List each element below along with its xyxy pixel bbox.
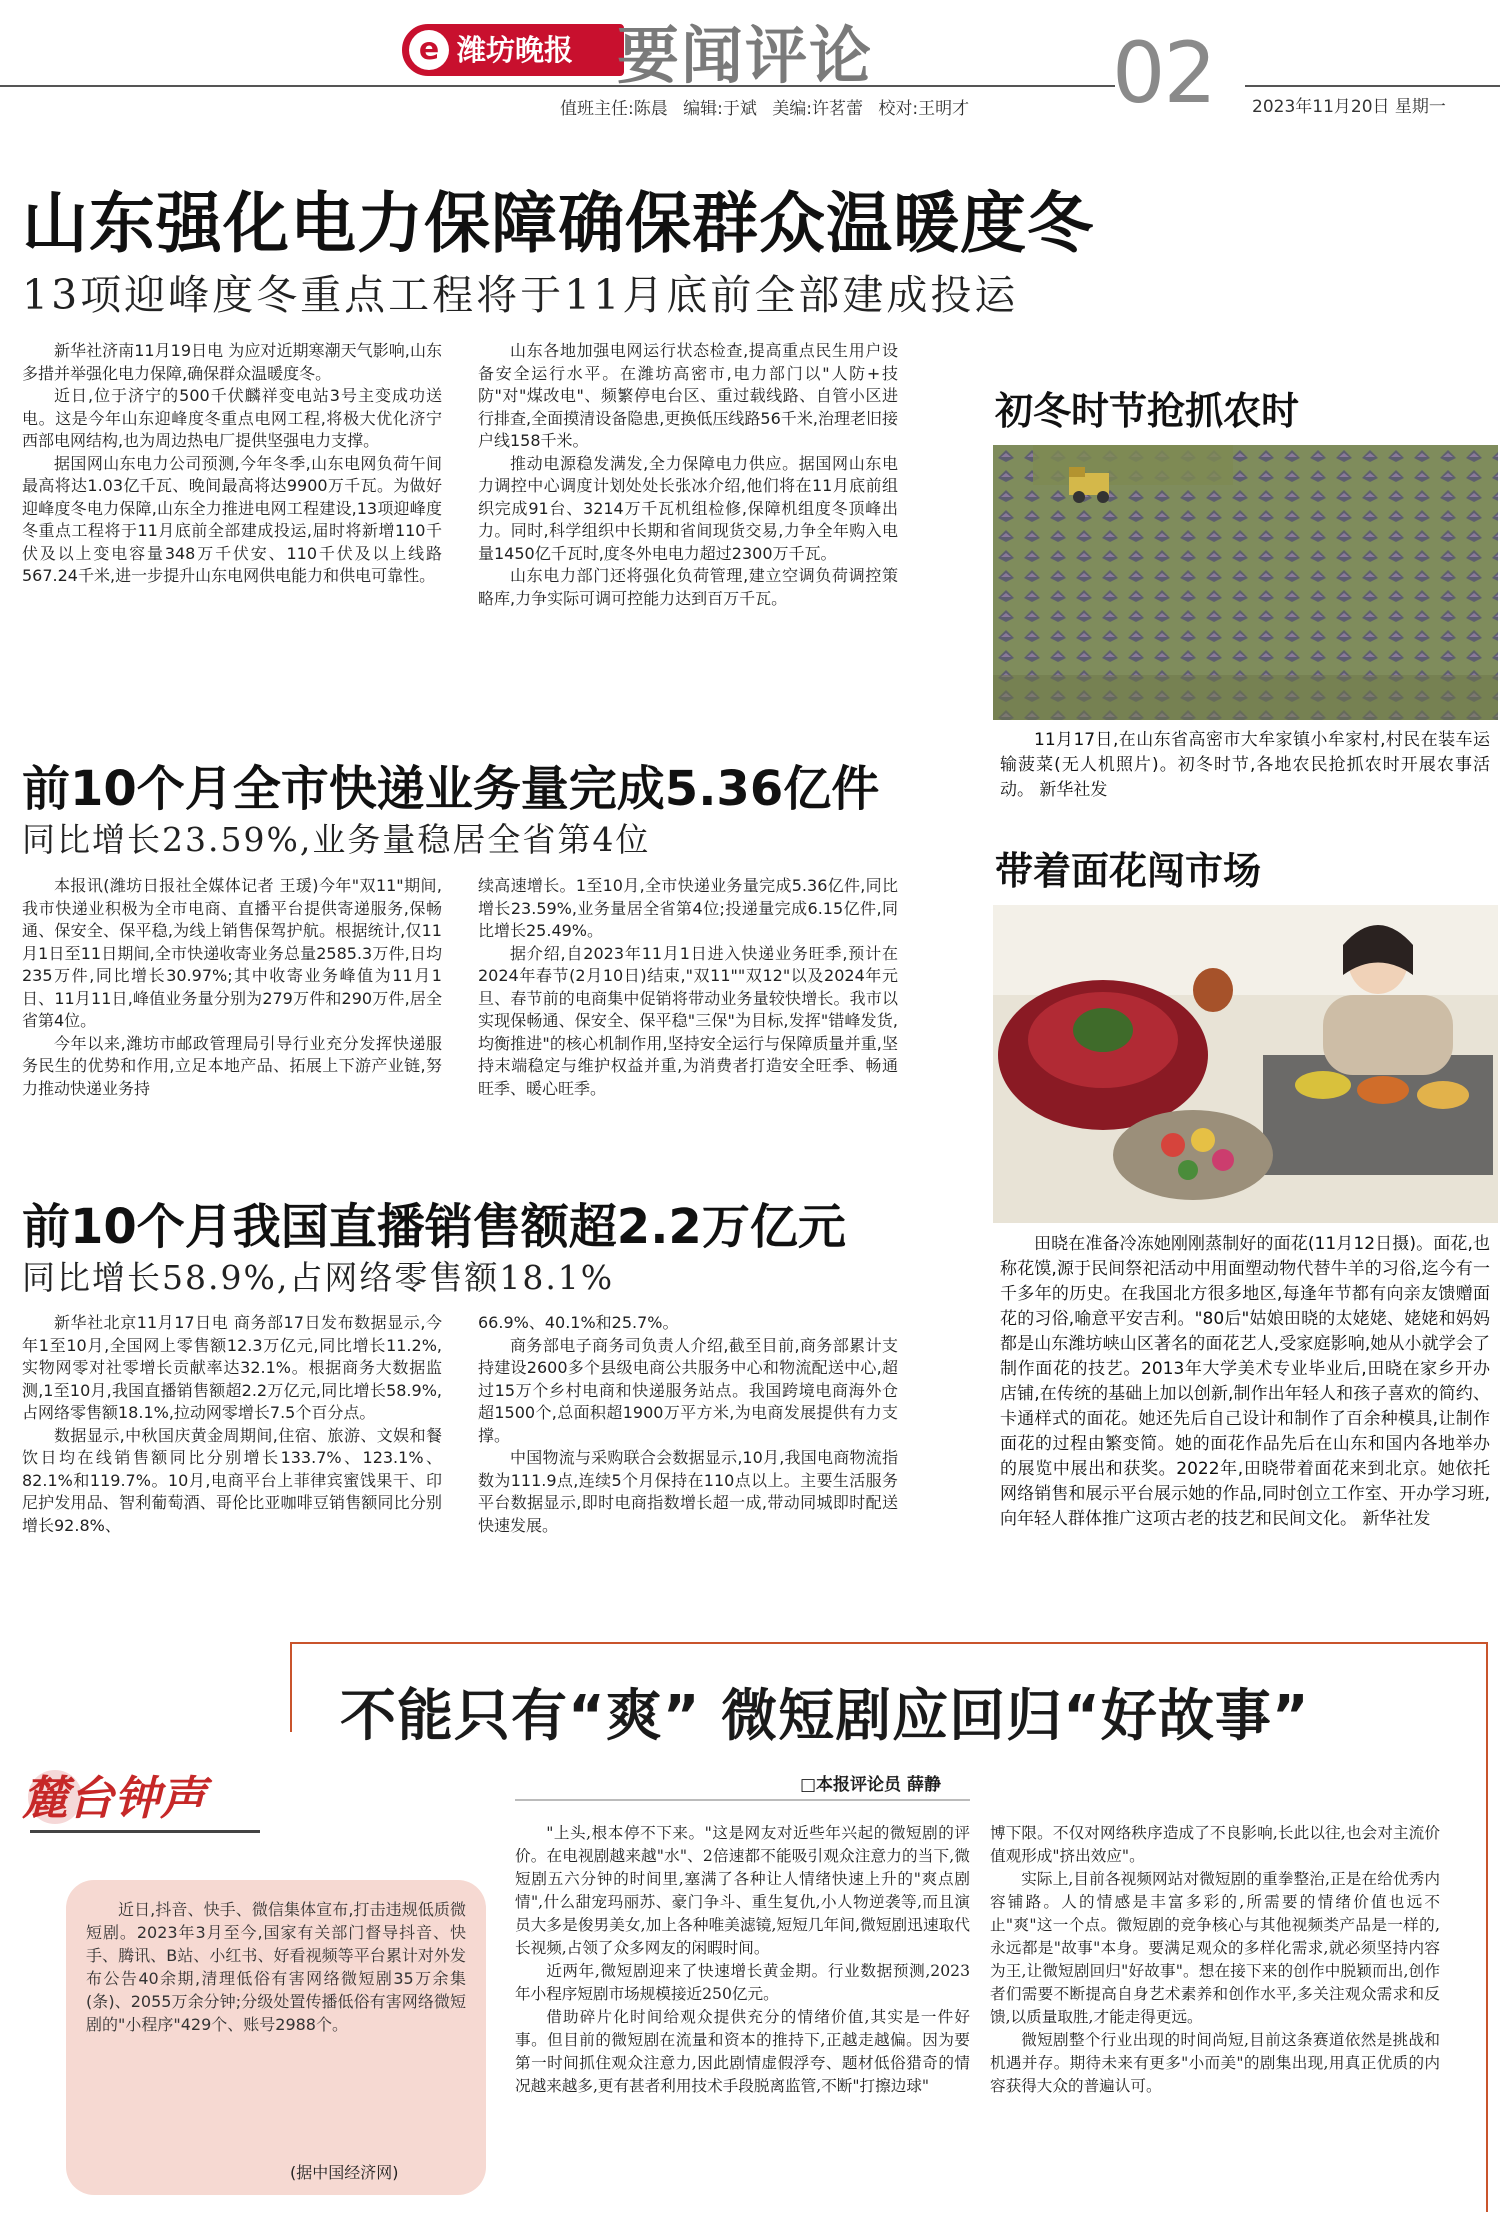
editorial-column-2 bbox=[990, 1822, 1440, 2098]
page-number: 02 bbox=[1112, 24, 1215, 122]
article2-column-2 bbox=[478, 875, 898, 1100]
editorial-column-1 bbox=[515, 1822, 970, 2098]
paragraph: 据介绍,自2023年11月1日进入快递业务旺季,预计在2024年春节(2月10日)结束,"双11""双12"以及2024年元旦、春节前的电商集中促销将带动业务量较快增长。我市以实现保畅通、保安全、保平稳"三保"为目标,发挥"错峰发货,均衡推进"的核心机制作用,坚持安全运行与保障质量并重,坚持末端稳定与维护权益并重,为消费者打造安全旺季、畅通旺季、暖心旺季。 bbox=[478, 943, 898, 1098]
paragraph: 中国物流与采购联合会数据显示,10月,我国电商物流指数为111.9点,连续5个月保持在110点以上。主要生活服务平台数据显示,即时电商指数增长超一成,带动同城即时配送快速发展。 bbox=[478, 1448, 898, 1535]
paragraph: 新华社北京11月17日电 商务部17日发布数据显示,今年1至10月,全国网上零售额12.3万亿元,同比增长11.2%,实物网零对社零增长贡献率达32.1%。根据商务大数据监测,1至10月,我国直播销售额超2.2万亿元,同比增长58.9%,占网络零售额18.1%,拉动网零增长7.5个百分点。 bbox=[22, 1313, 442, 1422]
paragraph: 66.9%、40.1%和25.7%。 bbox=[478, 1313, 679, 1332]
logo-text: 潍坊晚报 bbox=[457, 33, 574, 67]
paragraph: 博下限。不仅对网络秩序造成了不良影响,长此以往,也会对主流价值观形成"挤出效应"。 bbox=[990, 1824, 1440, 1865]
paragraph: 商务部电子商务司负责人介绍,截至目前,商务部累计支持建设2600多个县级电商公共服务中心和物流配送中心,超过15万个乡村电商和快递服务站点。我国跨境电商海外仓超1500个,总面积超1900万平方米,为电商发展提供有力支撑。 bbox=[478, 1335, 898, 1445]
paragraph: 借助碎片化时间给观众提供充分的情绪价值,其实是一件好事。但目前的微短剧在流量和资本的推持下,正越走越偏。因为要第一时间抓住观众注意力,因此剧情虚假浮夸、题材低俗猎奇的情况越来越多,更有甚者利用技术手段脱离监管,不断"打擦边球" bbox=[515, 2008, 970, 2095]
dough-flower-photo bbox=[993, 905, 1498, 1223]
paragraph: 据国网山东电力公司预测,今年冬季,山东电网负荷午间最高将达1.03亿千瓦、晚间最高将达9900万千瓦。为做好迎峰度冬电力保障,山东全力推进电网工程建设,13项迎峰度冬重点工程将于11月底前全部建成投运,届时将新增110千伏及以上变电容量348万千伏安、110千伏及以上线路567.24千米,进一步提升山东电网供电能力和供电可靠性。 bbox=[22, 453, 442, 585]
photo1-headline: 初冬时节抢抓农时 bbox=[995, 388, 1300, 433]
paragraph: 山东各地加强电网运行状态检查,提高重点民生用户设备安全运行水平。在潍坊高密市,电力部门以"人防+技防"对"煤改电"、频繁停电台区、重过载线路、自管小区进行排查,全面摸清设备隐患,更换低压线路56千米,治理老旧接户线158千米。 bbox=[478, 341, 898, 450]
sidebar-source: (据中国经济网) bbox=[290, 2163, 399, 2182]
article3-subheadline: 同比增长58.9%,占网络零售额18.1% bbox=[22, 1258, 615, 1297]
paragraph: 推动电源稳发满发,全力保障电力供应。据国网山东电力调控中心调度计划处处长张冰介绍,他们将在11月底前组织完成91台、3214万千瓦机组检修,保障机组度冬顶峰出力。同时,科学组织中长期和省间现货交易,力争全年购入电量1450亿千瓦时,度冬外电电力超过2300万千瓦。 bbox=[478, 453, 898, 563]
editorial-headline: 不能只有“爽” 微短剧应回归“好故事” bbox=[340, 1684, 1310, 1749]
paragraph: 新华社济南11月19日电 为应对近期寒潮天气影响,山东多措并举强化电力保障,确保群众温暖度冬。 bbox=[22, 341, 442, 383]
editorial-frame-top bbox=[290, 1642, 1488, 1644]
author-rule bbox=[515, 1799, 970, 1801]
section-title: 要闻评论 bbox=[617, 19, 874, 92]
editorial-author: □本报评论员 薛静 bbox=[800, 1775, 941, 1795]
article1-column-2 bbox=[478, 340, 898, 610]
paragraph: 续高速增长。1至10月,全市快递业务量完成5.36亿件,同比增长23.59%,业务量居全省第4位;投递量完成6.15亿件,同比增长25.49%。 bbox=[478, 876, 898, 940]
caption-text: 田晓在准备冷冻她刚刚蒸制好的面花(11月12日摄)。面花,也称花馍,源于民间祭祀活动中用面塑动物代替牛羊的习俗,迄今有一千多年的历史。在我国北方很多地区,每逢年节都有向亲友馈赠面花的习俗,喻意平安吉利。"80后"姑娘田晓的太姥姥、姥姥和妈妈都是山东潍坊峡山区著名的面花艺人,受家庭影响,她从小就学会了制作面花的技艺。2013年大学美术专业毕业后,田晓在家乡开办店铺,在传统的基础上加以创新,制作出年轻人和孩子喜欢的简约、卡通样式的面花。她还先后自己设计和制作了百余种模具,让制作面花的过程由繁变简。她的面花作品先后在山东和国内各地举办的展览中展出和获奖。2022年,田晓带着面花来到北京。她依托网络销售和展示平台展示她的作品,同时创立工作室、开办学习班,向年轻人群体推广这项古老的技艺和民间文化。 新华社发 bbox=[1000, 1234, 1490, 1529]
article1-subheadline: 13项迎峰度冬重点工程将于11月底前全部建成投运 bbox=[22, 271, 1019, 319]
paragraph: 数据显示,中秋国庆黄金周期间,住宿、旅游、文娱和餐饮日均在线销售额同比分别增长133.7%、123.1%、82.1%和119.7%。10月,电商平台上菲律宾蜜饯果干、印尼护发用品、智利葡萄酒、哥伦比亚咖啡豆销售额同比分别增长92.8%、 bbox=[22, 1425, 442, 1535]
paragraph: 近日,位于济宁的500千伏麟祥变电站3号主变成功送电。这是今年山东迎峰度冬重点电网工程,将极大优化济宁西部电网结构,也为周边热电厂提供坚强电力支撑。 bbox=[22, 386, 442, 450]
header-rule bbox=[1245, 85, 1500, 87]
paragraph: 微短剧整个行业出现的时间尚短,目前这条赛道依然是挑战和机遇并存。期待未来有更多"小而美"的剧集出现,用真正优质的内容获得大众的普遍认可。 bbox=[990, 2031, 1440, 2095]
farm-field-photo bbox=[993, 445, 1498, 720]
paragraph: 近两年,微短剧迎来了快速增长黄金期。行业数据预测,2023年小程序短剧市场规模接近250亿元。 bbox=[515, 1962, 970, 2003]
paragraph: 本报讯(潍坊日报社全媒体记者 王瑗)今年"双11"期间,我市快递业积极为全市电商、直播平台提供寄递服务,保畅通、保安全、保平稳,为线上销售保驾护航。根据统计,仅11月1日至11日期间,全市快递收寄业务总量2585.3万件,日均235万件,同比增长30.97%;其中收寄业务峰值为11月1日、11月11日,峰值业务量分别为279万件和290万件,居全省第4位。 bbox=[22, 876, 442, 1030]
editorial-frame-right bbox=[1486, 1642, 1488, 2212]
article2-column-1 bbox=[22, 875, 442, 1100]
header-rule bbox=[0, 85, 1085, 87]
article1-headline: 山东强化电力保障确保群众温暖度冬 bbox=[22, 185, 1094, 262]
photo2-headline: 带着面花闯市场 bbox=[995, 848, 1262, 893]
article1-column-1 bbox=[22, 340, 442, 588]
column-name-underline bbox=[30, 1830, 260, 1833]
photo1-caption bbox=[1000, 728, 1490, 803]
article2-subheadline: 同比增长23.59%,业务量稳居全省第4位 bbox=[22, 820, 651, 859]
editorial-frame-left bbox=[290, 1642, 292, 1732]
sidebar-text bbox=[86, 1898, 466, 2036]
article3-column-2 bbox=[478, 1312, 898, 1537]
column-name: 麓台钟声 bbox=[22, 1771, 206, 1825]
paragraph: 今年以来,潍坊市邮政管理局引导行业充分发挥快递服务民生的优势和作用,立足本地产品、拓展上下游产业链,努力推动快递业务持 bbox=[22, 1033, 442, 1098]
photo2-caption bbox=[1000, 1232, 1490, 1532]
article3-column-1 bbox=[22, 1312, 442, 1537]
article3-headline: 前10个月我国直播销售额超2.2万亿元 bbox=[22, 1199, 846, 1255]
issue-date: 2023年11月20日 星期一 bbox=[1252, 97, 1446, 117]
dough-flower-illustration bbox=[993, 905, 1498, 1223]
staff-credits: 值班主任:陈晨 编辑:于斌 美编:许茗蕾 校对:王明才 bbox=[560, 99, 970, 119]
paragraph: 山东电力部门还将强化负荷管理,建立空调负荷调控策略库,力争实际可调可控能力达到百万千瓦。 bbox=[478, 566, 898, 608]
article2-headline: 前10个月全市快递业务量完成5.36亿件 bbox=[22, 761, 880, 817]
logo-mark-icon: e bbox=[409, 30, 449, 70]
paragraph: "上头,根本停不下来。"这是网友对近些年兴起的微短剧的评价。在电视剧越来越"水"、2倍速都不能吸引观众注意力的当下,微短剧五六分钟的时间里,塞满了各种让人情绪快速上升的"爽点剧情",什么甜宠玛丽苏、豪门争斗、重生复仇,小人物逆袭等,而且演员大多是俊男美女,加上各种唯美滤镜,短短几年间,微短剧迅速取代长视频,占领了众多网友的闲暇时间。 bbox=[515, 1824, 970, 1957]
caption-text: 11月17日,在山东省高密市大牟家镇小牟家村,村民在装车运输菠菜(无人机照片)。初冬时节,各地农民抢抓农时开展农事活动。 新华社发 bbox=[1000, 730, 1490, 800]
paragraph: 实际上,目前各视频网站对微短剧的重拳整治,正是在给优秀内容铺路。人的情感是丰富多彩的,所需要的情绪价值也远不止"爽"这一个点。微短剧的竞争核心与其他视频类产品是一样的,永远都是"故事"本身。要满足观众的多样化需求,就必须坚持内容为王,让微短剧回归"好故事"。想在接下来的创作中脱颖而出,创作者们需要不断提高自身艺术素养和创作水平,多关注观众需求和反馈,以质量取胜,才能走得更远。 bbox=[990, 1870, 1440, 2026]
farm-field-illustration bbox=[993, 445, 1498, 720]
header-rule bbox=[1085, 85, 1115, 87]
paragraph: 近日,抖音、快手、微信集体宣布,打击违规低质微短剧。2023年3月至今,国家有关部门督导抖音、快手、腾讯、B站、小红书、好看视频等平台累计对外发布公告40余期,清理低俗有害网络微短剧35万余集(条)、2055万余分钟;分级处置传播低俗有害网络微短剧的"小程序"429个、账号2988个。 bbox=[86, 1900, 466, 2034]
